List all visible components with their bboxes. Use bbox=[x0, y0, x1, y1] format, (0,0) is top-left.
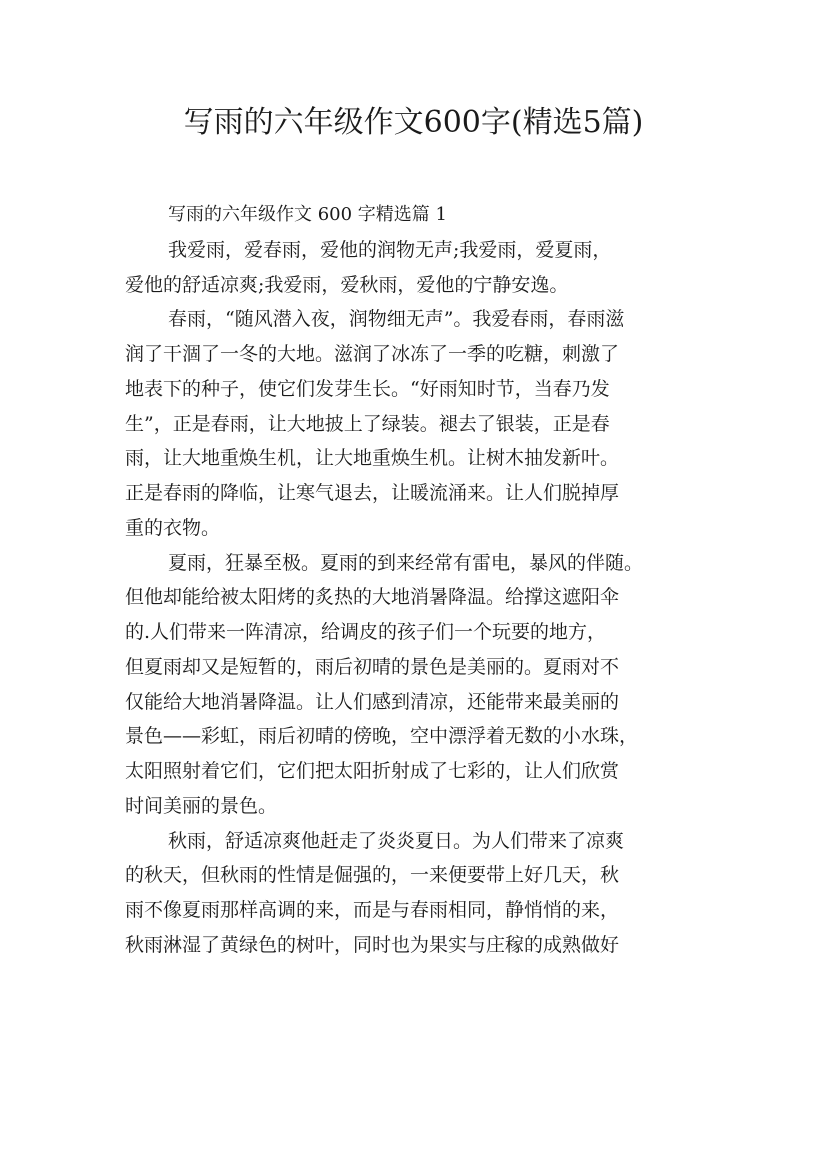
body-line: 重的衣物。 bbox=[125, 516, 221, 539]
body-line: 时间美丽的景色。 bbox=[125, 794, 278, 817]
body-line: 雨，让大地重焕生机，让大地重焕生机。让树木抽发新叶。 bbox=[125, 447, 620, 470]
body-line: 仅能给大地消暑降温。让人们感到清凉，还能带来最美丽的 bbox=[125, 690, 620, 713]
body-line: 夏雨，狂暴至极。夏雨的到来经常有雷电，暴风的伴随。 bbox=[168, 551, 644, 574]
body-line: 春雨，“随风潜入夜，润物细无声”。我爱春雨，春雨滋 bbox=[168, 308, 625, 331]
body-line: 的秋天，但秋雨的性情是倔强的，一来便要带上好几天，秋 bbox=[125, 864, 620, 887]
body-line: 但夏雨却又是短暂的，雨后初晴的景色是美丽的。夏雨对不 bbox=[125, 655, 620, 678]
body-line: 爱他的舒适凉爽;我爱雨，爱秋雨，爱他的宁静安逸。 bbox=[125, 273, 569, 296]
document-body bbox=[125, 198, 715, 963]
body-line: 我爱雨，爱春雨，爱他的润物无声;我爱雨，爱夏雨， bbox=[168, 238, 612, 261]
body-line: 地表下的种子，使它们发芽生长。“好雨知时节，当春乃发 bbox=[125, 377, 610, 400]
body-line: 雨不像夏雨那样高调的来，而是与春雨相同，静悄悄的来， bbox=[125, 899, 620, 921]
body-line: 生”，正是春雨，让大地披上了绿装。褪去了银装，正是春 bbox=[125, 412, 610, 435]
body-line: 秋雨淋湿了黄绿色的树叶，同时也为果实与庄稼的成熟做好 bbox=[125, 933, 620, 956]
document-title: 写雨的六年级作文600字(精选5篇) bbox=[183, 105, 644, 140]
body-line: 润了干涸了一冬的大地。滋润了冰冻了一季的吃糖，刺激了 bbox=[125, 343, 620, 365]
body-line: 太阳照射着它们，它们把太阳折射成了七彩的，让人们欣赏 bbox=[125, 760, 620, 782]
section-heading: 写雨的六年级作文 600 字精选篇 1 bbox=[168, 204, 447, 225]
body-line: 秋雨，舒适凉爽他赶走了炎炎夏日。为人们带来了凉爽 bbox=[168, 829, 625, 852]
body-line: 正是春雨的降临，让寒气退去，让暖流涌来。让人们脱掉厚 bbox=[125, 482, 620, 504]
body-line: 但他却能给被太阳烤的炙热的大地消暑降温。给撑这遮阳伞 bbox=[125, 586, 620, 609]
body-line: 景色——彩虹，雨后初晴的傍晚，空中漂浮着无数的小水珠， bbox=[125, 725, 639, 748]
body-line: 的.人们带来一阵清凉，给调皮的孩子们一个玩要的地方， bbox=[125, 621, 607, 643]
